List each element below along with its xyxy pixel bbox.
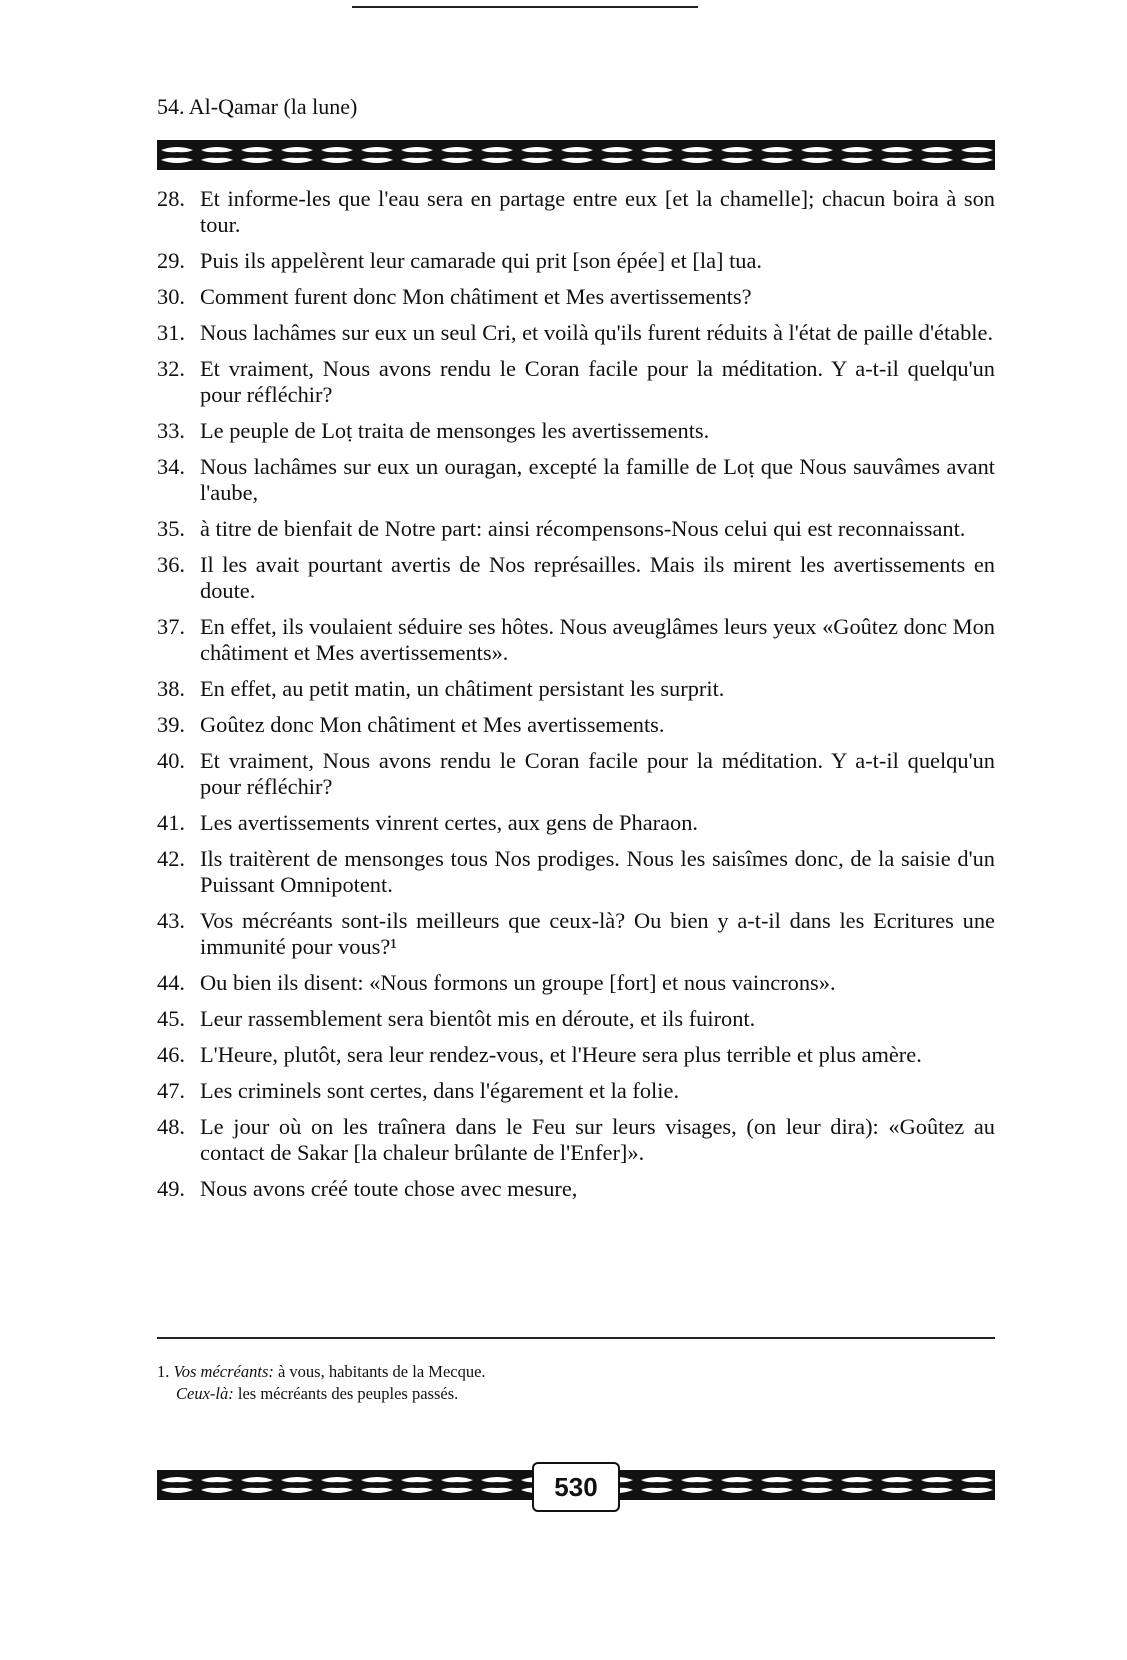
verse-number: 45. [157, 1006, 185, 1031]
chain-ornament-top [157, 140, 995, 170]
verse-43 [157, 908, 995, 960]
footnote [157, 1361, 486, 1405]
verse-number: 39. [157, 712, 185, 737]
verse-text: Ils traitèrent de mensonges tous Nos prodiges. Nous les saisîmes donc, de la saisie d'un Puissant Omnipotent. [200, 846, 995, 897]
verse-number: 44. [157, 970, 185, 995]
verse-text: Nous lachâmes sur eux un seul Cri, et voilà qu'ils furent réduits à l'état de paille d'étable. [200, 320, 994, 345]
verse-47 [157, 1078, 995, 1104]
verse-text: En effet, ils voulaient séduire ses hôtes. Nous aveuglâmes leurs yeux «Goûtez donc Mon châtiment et Mes avertissements». [200, 614, 995, 665]
verse-text: Et vraiment, Nous avons rendu le Coran facile pour la méditation. Y a-t-il quelqu'un pour réfléchir? [200, 748, 995, 799]
footnote-line-2 [157, 1383, 486, 1405]
verse-number: 31. [157, 320, 185, 345]
verse-number: 37. [157, 614, 185, 639]
verse-34 [157, 454, 995, 506]
verse-33 [157, 418, 995, 444]
verse-text: Vos mécréants sont-ils meilleurs que ceux-là? Ou bien y a-t-il dans les Ecritures une immunité pour vous?¹ [200, 908, 995, 959]
verse-49 [157, 1176, 995, 1202]
verse-number: 40. [157, 748, 185, 773]
verse-text: Le peuple de Loṭ traita de mensonges les avertissements. [200, 418, 710, 443]
footnote-marker: 1. [157, 1362, 170, 1381]
verse-number: 38. [157, 676, 185, 701]
verse-text: Goûtez donc Mon châtiment et Mes avertissements. [200, 712, 665, 737]
verse-48 [157, 1114, 995, 1166]
verse-35 [157, 516, 995, 542]
verse-36 [157, 552, 995, 604]
verse-number: 30. [157, 284, 185, 309]
verse-text: Comment furent donc Mon châtiment et Mes avertissements? [200, 284, 752, 309]
footnote-term-2: Ceux-là: [176, 1384, 234, 1403]
verse-text: Le jour où on les traînera dans le Feu sur leurs visages, (on leur dira): «Goûtez au contact de Sakar [la chaleur brûlante de l'Enfer]». [200, 1114, 995, 1165]
verse-number: 41. [157, 810, 185, 835]
ornamental-band-top [157, 140, 995, 170]
footnote-text-2: les mécréants des peuples passés. [233, 1384, 459, 1403]
verse-text: Ou bien ils disent: «Nous formons un groupe [fort] et nous vaincrons». [200, 970, 836, 995]
page-number: 530 [532, 1462, 620, 1512]
verse-42 [157, 846, 995, 898]
verse-text: à titre de bienfait de Notre part: ainsi récompensons-Nous celui qui est reconnaissant. [200, 516, 966, 541]
verse-text: Les criminels sont certes, dans l'égarement et la folie. [200, 1078, 680, 1103]
verse-text: Leur rassemblement sera bientôt mis en déroute, et ils fuiront. [200, 1006, 756, 1031]
footnote-text-1: à vous, habitants de la Mecque. [273, 1362, 486, 1381]
verse-text: En effet, au petit matin, un châtiment persistant les surprit. [200, 676, 725, 701]
verse-30 [157, 284, 995, 310]
verse-number: 42. [157, 846, 185, 871]
verse-list [157, 186, 995, 1212]
verse-28 [157, 186, 995, 238]
verse-31 [157, 320, 995, 346]
verse-44 [157, 970, 995, 996]
verse-46 [157, 1042, 995, 1068]
verse-number: 47. [157, 1078, 185, 1103]
verse-38 [157, 676, 995, 702]
verse-text: Il les avait pourtant avertis de Nos représailles. Mais ils mirent les avertissements en doute. [200, 552, 995, 603]
verse-text: L'Heure, plutôt, sera leur rendez-vous, et l'Heure sera plus terrible et plus amère. [200, 1042, 922, 1067]
footnote-term-1: Vos mécréants: [173, 1362, 274, 1381]
verse-32 [157, 356, 995, 408]
verse-41 [157, 810, 995, 836]
verse-number: 34. [157, 454, 185, 479]
verse-37 [157, 614, 995, 666]
verse-number: 43. [157, 908, 185, 933]
verse-number: 33. [157, 418, 185, 443]
verse-39 [157, 712, 995, 738]
verse-text: Les avertissements vinrent certes, aux gens de Pharaon. [200, 810, 699, 835]
verse-number: 32. [157, 356, 185, 381]
verse-number: 48. [157, 1114, 185, 1139]
surah-title: 54. Al-Qamar (la lune) [157, 94, 358, 119]
verse-40 [157, 748, 995, 800]
verse-number: 36. [157, 552, 185, 577]
verse-45 [157, 1006, 995, 1032]
verse-text: Et vraiment, Nous avons rendu le Coran facile pour la méditation. Y a-t-il quelqu'un pour réfléchir? [200, 356, 995, 407]
verse-text: Puis ils appelèrent leur camarade qui prit [son épée] et [la] tua. [200, 248, 763, 273]
verse-text: Et informe-les que l'eau sera en partage entre eux [et la chamelle]; chacun boira à son tour. [200, 186, 995, 237]
verse-number: 29. [157, 248, 185, 273]
verse-text: Nous lachâmes sur eux un ouragan, excepté la famille de Loṭ que Nous sauvâmes avant l'aube, [200, 454, 995, 505]
top-rule [352, 6, 698, 8]
verse-number: 49. [157, 1176, 185, 1201]
verse-29 [157, 248, 995, 274]
verse-number: 28. [157, 186, 185, 211]
verse-number: 35. [157, 516, 185, 541]
verse-text: Nous avons créé toute chose avec mesure, [200, 1176, 578, 1201]
verse-number: 46. [157, 1042, 185, 1067]
footnote-rule [157, 1337, 995, 1339]
